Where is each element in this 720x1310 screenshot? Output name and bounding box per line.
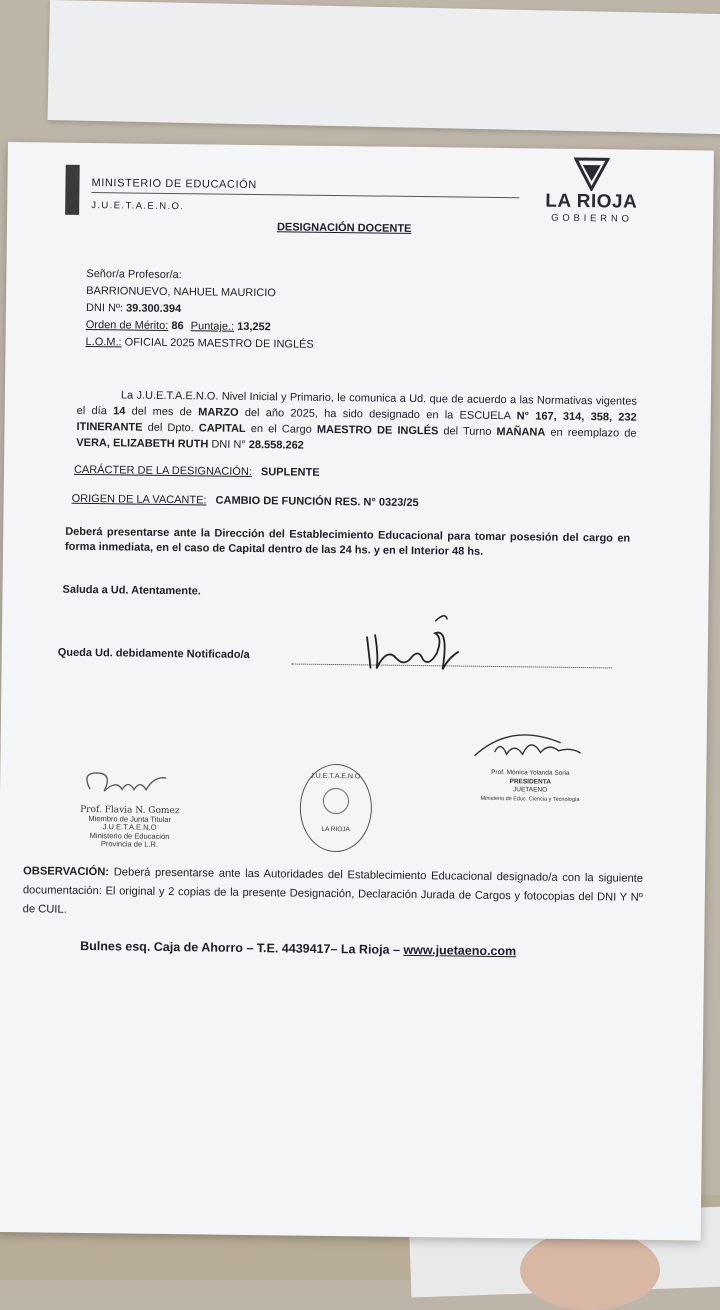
- official-seal-stamp: [299, 764, 372, 853]
- background-object: [520, 1230, 660, 1310]
- paragraph-text: en el Cargo: [245, 422, 317, 436]
- observation-text: Deberá presentarse ante las Autoridades del Establecimiento Educacional designado/a con la siguiente documentación: El original y 2 copias de la presente Designación, Declaración Jurada de Cargos y fotocopias del DNI Y Nº de CUIL.: [22, 866, 644, 916]
- merit-row: [86, 318, 271, 334]
- signature-left-ministry: Ministerio de Educación: [89, 830, 170, 841]
- cargo-value: MAESTRO DE INGLÉS: [316, 423, 439, 438]
- lom-label: L.O.M.:: [85, 335, 122, 349]
- header-divider: [91, 192, 519, 198]
- handwritten-signature-icon: [470, 728, 590, 765]
- ministry-logo-bar: [65, 165, 80, 215]
- lom-value: OFICIAL 2025 MAESTRO DE INGLÉS: [124, 336, 314, 351]
- handwritten-signature-icon: [70, 765, 190, 802]
- brand-subtitle: GOBIERNO: [551, 212, 633, 225]
- recipient-signature-icon: [356, 606, 467, 677]
- origen-label: ORIGEN DE LA VACANTE:: [71, 492, 207, 507]
- ministry-name: MINISTERIO DE EDUCACIÓN: [91, 177, 257, 192]
- notified-label: Queda Ud. debidamente Notificado/a: [57, 646, 250, 661]
- observation-paragraph: [23, 862, 644, 927]
- signature-left: [69, 765, 190, 850]
- designation-paragraph: [76, 387, 637, 458]
- paragraph-text: del mes de: [125, 405, 199, 419]
- signature-left-name: Prof. Flavia N. Gomez: [80, 804, 180, 817]
- signature-left-board: J.U.E.T.A.E.N.O: [102, 822, 157, 832]
- merit-value: 86: [171, 320, 184, 333]
- origen-row: [72, 492, 419, 510]
- coat-of-arms-icon: [323, 787, 349, 813]
- replaced-name: VERA, ELIZABETH RUTH: [76, 436, 209, 451]
- merit-label: Orden de Mérito:: [85, 318, 169, 332]
- replaced-dni: 28.558.262: [248, 438, 304, 452]
- caracter-label: CARÁCTER DE LA DESIGNACIÓN:: [73, 463, 252, 479]
- caracter-row: [74, 463, 320, 480]
- paragraph-text: del Dpto.: [142, 421, 199, 435]
- paragraph-text: del año 2025, ha sido designado en la ESCUELA: [238, 406, 517, 423]
- observation-label: OBSERVACIÓN:: [23, 865, 110, 879]
- paragraph-text: en reemplazo de: [545, 426, 637, 440]
- paragraph-text: del Turno: [438, 425, 497, 438]
- department-value: CAPITAL: [198, 422, 246, 435]
- stamp-top-text: J.U.E.T.A.E.N.O.: [310, 772, 363, 781]
- paragraph-text: DNI N°: [208, 438, 249, 451]
- origen-value: CAMBIO DE FUNCIÓN RES. N° 0323/25: [215, 494, 419, 510]
- salutation: Señor/a Profesor/a:: [86, 267, 182, 282]
- signature-left-province: Provincia de L.R.: [100, 839, 159, 849]
- background-paper-top: [47, 0, 720, 135]
- signature-right-ministry: Ministerio de Educ. Ciencia y Tecnología: [480, 795, 580, 803]
- instructions-paragraph: Deberá presentarse ante la Dirección del Establecimiento Educacional para tomar posesión del cargo en forma inmediata, en el caso de Capital dentro de las 24 hs. y en el Interior 48 hs.: [64, 525, 631, 558]
- signature-right-role: PRESIDENTA: [509, 777, 551, 786]
- closing: Saluda a Ud. Atentamente.: [62, 583, 201, 598]
- footer-address: [80, 939, 516, 958]
- document-title: DESIGNACIÓN DOCENTE: [276, 221, 412, 235]
- lom-row: [85, 335, 313, 352]
- designation-document: [0, 142, 714, 1241]
- footer-address-text: Bulnes esq. Caja de Ahorro – T.E. 4439417– La Rioja –: [80, 938, 404, 957]
- day-value: 14: [113, 405, 126, 418]
- board-name: J.U.E.T.A.E.N.O.: [91, 200, 185, 213]
- caracter-value: SUPLENTE: [260, 466, 320, 479]
- stamp-bottom-text: LA RIOJA: [321, 825, 350, 833]
- signature-left-role: Miembro de Junta Titular: [88, 813, 172, 824]
- recipient-name: BARRIONUEVO, NAHUEL MAURICIO: [86, 284, 276, 300]
- dni-value: 39.300.394: [125, 302, 182, 316]
- turno-value: MAÑANA: [496, 425, 546, 439]
- signature-right-name: Prof. Mónica Yolanda Soria: [491, 768, 570, 777]
- score-value: 13,252: [237, 320, 271, 334]
- brand-name: LA RIOJA: [545, 190, 638, 213]
- signature-right: [470, 728, 591, 804]
- paragraph-text: La J.U.E.T.A.E.N.O. Nivel Inicial y Primario, le comunica a Ud. que de acuerdo a las Normativas vigentes el día: [76, 389, 637, 418]
- month-value: MARZO: [198, 406, 239, 419]
- score-label: Puntaje.:: [190, 320, 235, 333]
- dni-label: DNI Nº:: [85, 301, 124, 315]
- la-rioja-logo-icon: [573, 157, 609, 191]
- signature-right-board: JUETAENO: [512, 786, 548, 794]
- dni-row: [86, 301, 181, 316]
- schools-value: N° 167, 314, 358, 232 ITINERANTE: [76, 410, 637, 434]
- footer-website-link[interactable]: www.juetaeno.com: [403, 942, 517, 959]
